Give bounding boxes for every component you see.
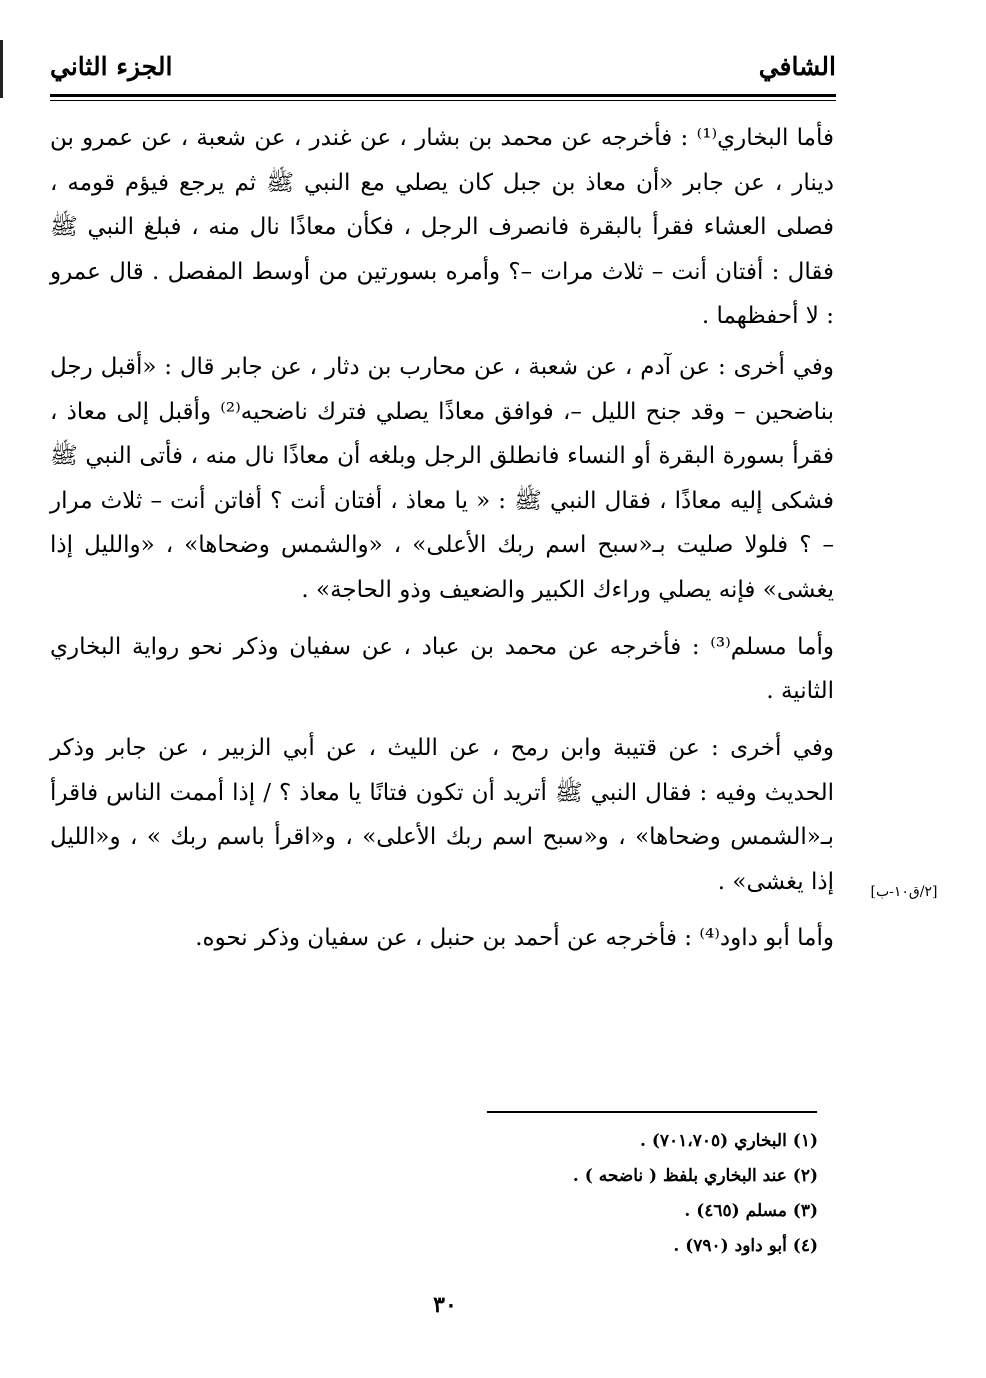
header-rule-thick bbox=[50, 94, 836, 97]
paragraph-bukhari: فأما البخاري⁽¹⁾ : فأخرجه عن محمد بن بشار ، عن غندر ، عن شعبة ، عن عمرو بن دينار ، عن جابر «أن معاذ بن جبل كان يصلي مع النبي ﷺ ثم يرجع فيؤم قومه ، فصلى العشاء فقرأ بالبقرة فانصرف الرجل ، فكأن معاذًا نال منه ، فبلغ النبي ﷺ فقال : أفتان أنت – ثلاث مرات –؟ وأمره بسورتين من أوسط المفصل . قال عمرو : لا أحفظهما . bbox=[50, 125, 834, 330]
part-title: الجزء الثاني bbox=[50, 52, 173, 81]
footnote-3: (٣) مسلم (٤٦٥) . bbox=[684, 1201, 818, 1221]
footnote-4: (٤) أبو داود (٧٩٠) . bbox=[673, 1236, 818, 1256]
paragraph-bukhari-other: وفي أخرى : عن آدم ، عن شعبة ، عن محارب بن دثار ، عن جابر قال : «أقبل رجل بناضحين – وقد جنح الليل –، فوافق معاذًا يصلي فترك ناضحيه⁽²⁾ وأقبل إلى معاذ ، فقرأ بسورة البقرة أو النساء فانطلق الرجل وبلغه أن معاذًا نال منه ، فأتى النبي ﷺ فشكى إليه معاذًا ، فقال النبي ﷺ : « يا معاذ ، أفتان أنت ؟ أفاتن أنت – ثلاث مرار – ؟ فلولا صليت بـ«سبح اسم ربك الأعلى» ، «والشمس وضحاها» ، «والليل إذا يغشى» فإنه يصلي وراءك الكبير والضعيف وذو الحاجة» . bbox=[50, 354, 835, 604]
footnote-rule bbox=[487, 1111, 817, 1113]
manuscript-folio-note: [٢/ق١٠-ب] bbox=[870, 884, 938, 900]
paragraph-abu-dawud: وأما أبو داود⁽⁴⁾ : فأخرجه عن أحمد بن حنبل ، عن سفيان وذكر نحوه. bbox=[195, 925, 834, 952]
footnote-1: (١) البخاري (٧٠١،٧٠٥) . bbox=[640, 1131, 818, 1151]
page-number: ٣٠ bbox=[433, 1292, 457, 1318]
paragraph-muslim: وأما مسلم⁽³⁾ : فأخرجه عن محمد بن عباد ، عن سفيان وذكر نحو رواية البخاري الثانية . bbox=[50, 633, 834, 705]
scan-edge-mark bbox=[0, 40, 3, 98]
paragraph-muslim-other: وفي أخرى : عن قتيبة وابن رمح ، عن الليث ، عن أبي الزبير ، عن جابر وذكر الحديث وفيه : فقال النبي ﷺ أتريد أن تكون فتانًا يا معاذ ؟ / إذا أممت الناس فاقرأ بـ«الشمس وضحاها» ، و«سبح اسم ربك الأعلى» ، و«اقرأ باسم ربك » ، و«الليل إذا يغشى» . bbox=[50, 734, 834, 895]
header-rule-thin bbox=[50, 100, 836, 101]
footnotes bbox=[258, 1124, 818, 1264]
book-title: الشافي bbox=[758, 52, 836, 81]
main-text bbox=[50, 116, 834, 961]
running-header bbox=[50, 52, 836, 92]
footnote-2: (٢) عند البخاري بلفظ ( ناضحه ) . bbox=[572, 1166, 818, 1186]
